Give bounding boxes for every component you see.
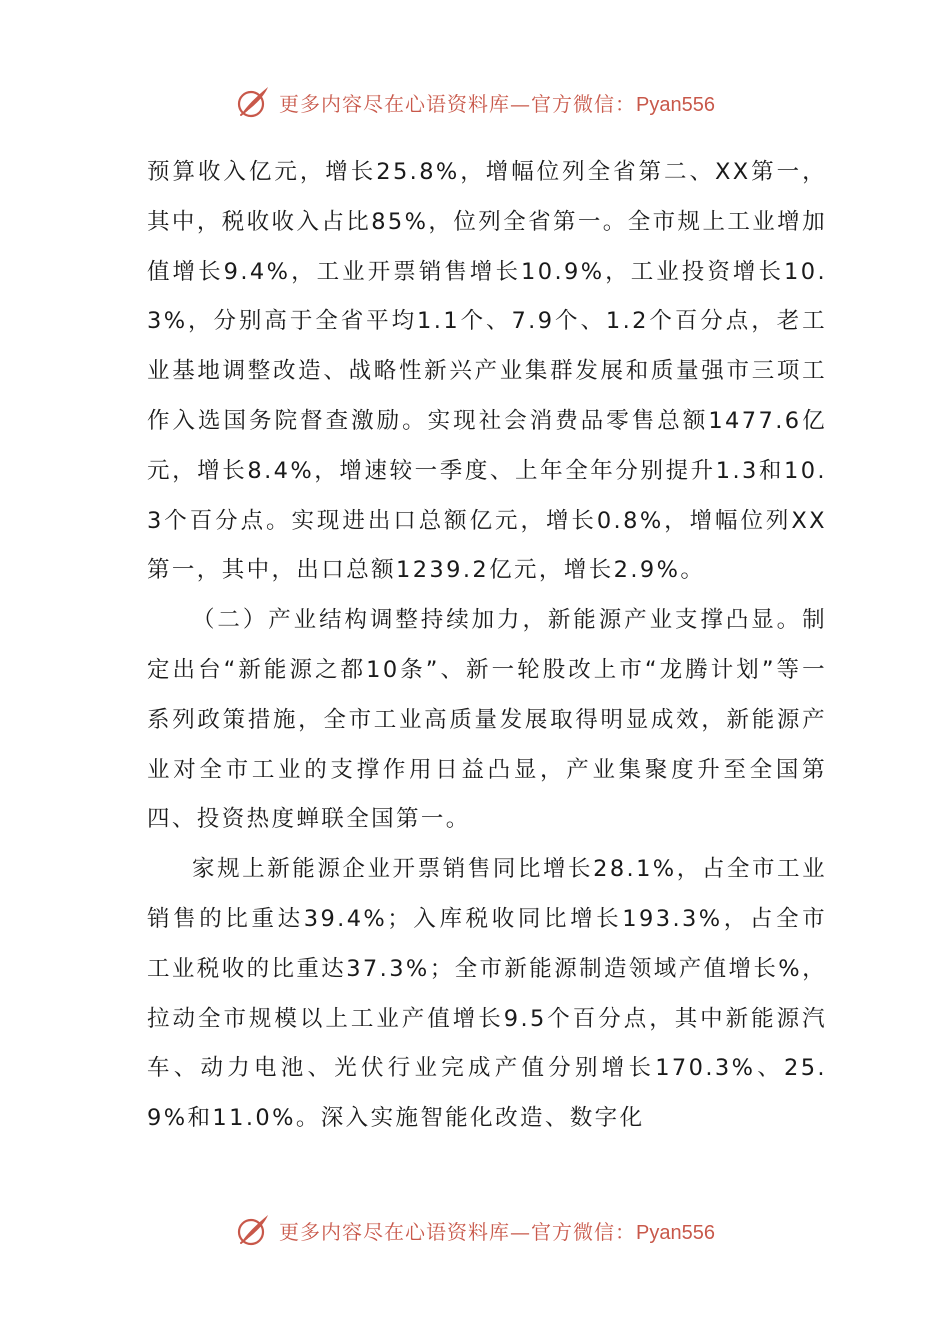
header-watermark-banner bbox=[0, 82, 950, 122]
header-banner-text bbox=[279, 88, 715, 117]
document-body bbox=[147, 148, 827, 1144]
header-wechat-id: Pyan556 bbox=[636, 93, 715, 116]
body-paragraph-3: 家规上新能源企业开票销售同比增长28.1%，占全市工业销售的比重达39.4%；入库税收同比增长193.3%，占全市工业税收的比重达37.3%；全市新能源制造领域产值增长%，拉动全市规模以上工业产值增长9.5个百分点，其中新能源汽车、动力电池、光伏行业完成产值分别增长170.3%、25.9%和11.0%。深入实施智能化改造、数字化 bbox=[147, 856, 827, 1132]
footer-watermark-banner bbox=[0, 1210, 950, 1250]
quill-pen-logo-icon bbox=[235, 1212, 271, 1248]
footer-banner-label: 更多内容尽在心语资料库—官方微信： bbox=[279, 1219, 637, 1244]
footer-banner-text bbox=[279, 1216, 715, 1245]
footer-wechat-id: Pyan556 bbox=[636, 1221, 715, 1244]
body-paragraph-2: （二）产业结构调整持续加力，新能源产业支撑凸显。制定出台“新能源之都10条”、新一轮股改上市“龙腾计划”等一系列政策措施，全市工业高质量发展取得明显成效，新能源产业对全市工业的支撑作用日益凸显，产业集聚度升至全国第四、投资热度蝉联全国第一。 bbox=[147, 607, 827, 833]
header-banner-label: 更多内容尽在心语资料库—官方微信： bbox=[279, 91, 637, 116]
quill-pen-logo-icon bbox=[235, 84, 271, 120]
body-paragraph-1: 预算收入亿元，增长25.8%，增幅位列全省第二、XX第一，其中，税收收入占比85%，位列全省第一。全市规上工业增加值增长9.4%，工业开票销售增长10.9%，工业投资增长10.3%，分别高于全省平均1.1个、7.9个、1.2个百分点，老工业基地调整改造、战略性新兴产业集群发展和质量强市三项工作入选国务院督查激励。实现社会消费品零售总额1477.6亿元，增长8.4%，增速较一季度、上年全年分别提升1.3和10.3个百分点。实现进出口总额亿元，增长0.8%，增幅位列XX第一，其中，出口总额1239.2亿元，增长2.9%。 bbox=[147, 159, 827, 584]
